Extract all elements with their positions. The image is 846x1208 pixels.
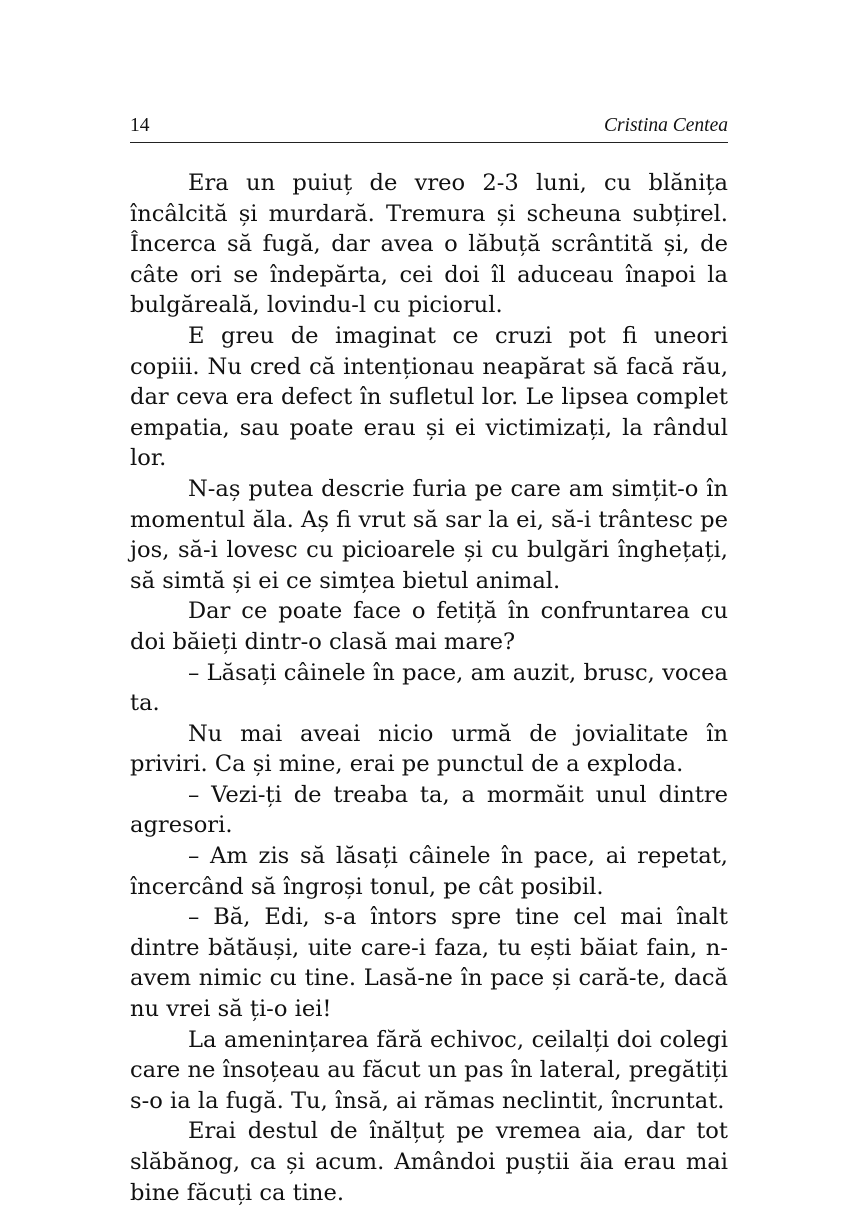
- paragraph: Nu mai aveai nicio urmă de jovialitate în priviri. Ca și mine, erai pe punctul de a exploda.: [130, 720, 728, 778]
- paragraph: Era un puiuț de vreo 2-3 luni, cu blănița încâlcită și murdară. Tremura și scheuna subțirel. Încerca să fugă, dar avea o lăbuță scrântită și, de câte ori se îndepărta, cei doi îl aduceau înapoi la bulgăreală, lovindu-l cu piciorul.: [130, 170, 728, 319]
- dialogue-line: – Vezi-ți de treaba ta, a mormăit unul dintre agresori.: [130, 781, 728, 839]
- paragraph: Erai destul de înălțuț pe vremea aia, dar tot slăbănog, ca și acum. Amândoi puștii ăia erau mai bine făcuți ca tine.: [130, 1118, 728, 1206]
- dialogue-line: – Am zis să lăsați câinele în pace, ai repetat, încercând să îngroși tonul, pe cât posibil.: [130, 843, 728, 900]
- book-page: [130, 112, 728, 1208]
- dialogue-line: – Bă, Edi, s-a întors spre tine cel mai înalt dintre bătăuși, uite care-i faza, tu ești băiat fain, n-avem nimic cu tine. Lasă-ne în pace și cară-te, dacă nu vrei să ți-o iei!: [130, 904, 728, 1023]
- dialogue-line: – Lăsați câinele în pace, am auzit, brusc, vocea ta.: [130, 659, 728, 717]
- page-header: [130, 112, 728, 143]
- page-body: [130, 168, 728, 1208]
- paragraph: La amenințarea fără echivoc, ceilalți doi colegi care ne însoțeau au făcut un pas în lateral, pregătiți s-o ia la fugă. Tu, însă, ai rămas neclintit, încruntat.: [130, 1026, 728, 1114]
- paragraph: Dar ce poate face o fetiță în confruntarea cu doi băieți dintr-o clasă mai mare?: [130, 598, 728, 655]
- paragraph: N-aș putea descrie furia pe care am simțit-o în momentul ăla. Aș fi vrut să sar la ei, să-i trântesc pe jos, să-i lovesc cu picioarele și cu bulgări înghețați, să simtă și ei ce simțea bietul animal.: [130, 475, 728, 594]
- page-number: 14: [130, 115, 150, 136]
- paragraph: E greu de imaginat ce cruzi pot fi uneori copiii. Nu cred că intenționau neapărat să facă rău, dar ceva era defect în sufletul lor. Le lipsea complet empatia, sau poate erau și ei victimizați, la rândul lor.: [130, 322, 728, 472]
- running-title: Cristina Centea: [603, 115, 728, 136]
